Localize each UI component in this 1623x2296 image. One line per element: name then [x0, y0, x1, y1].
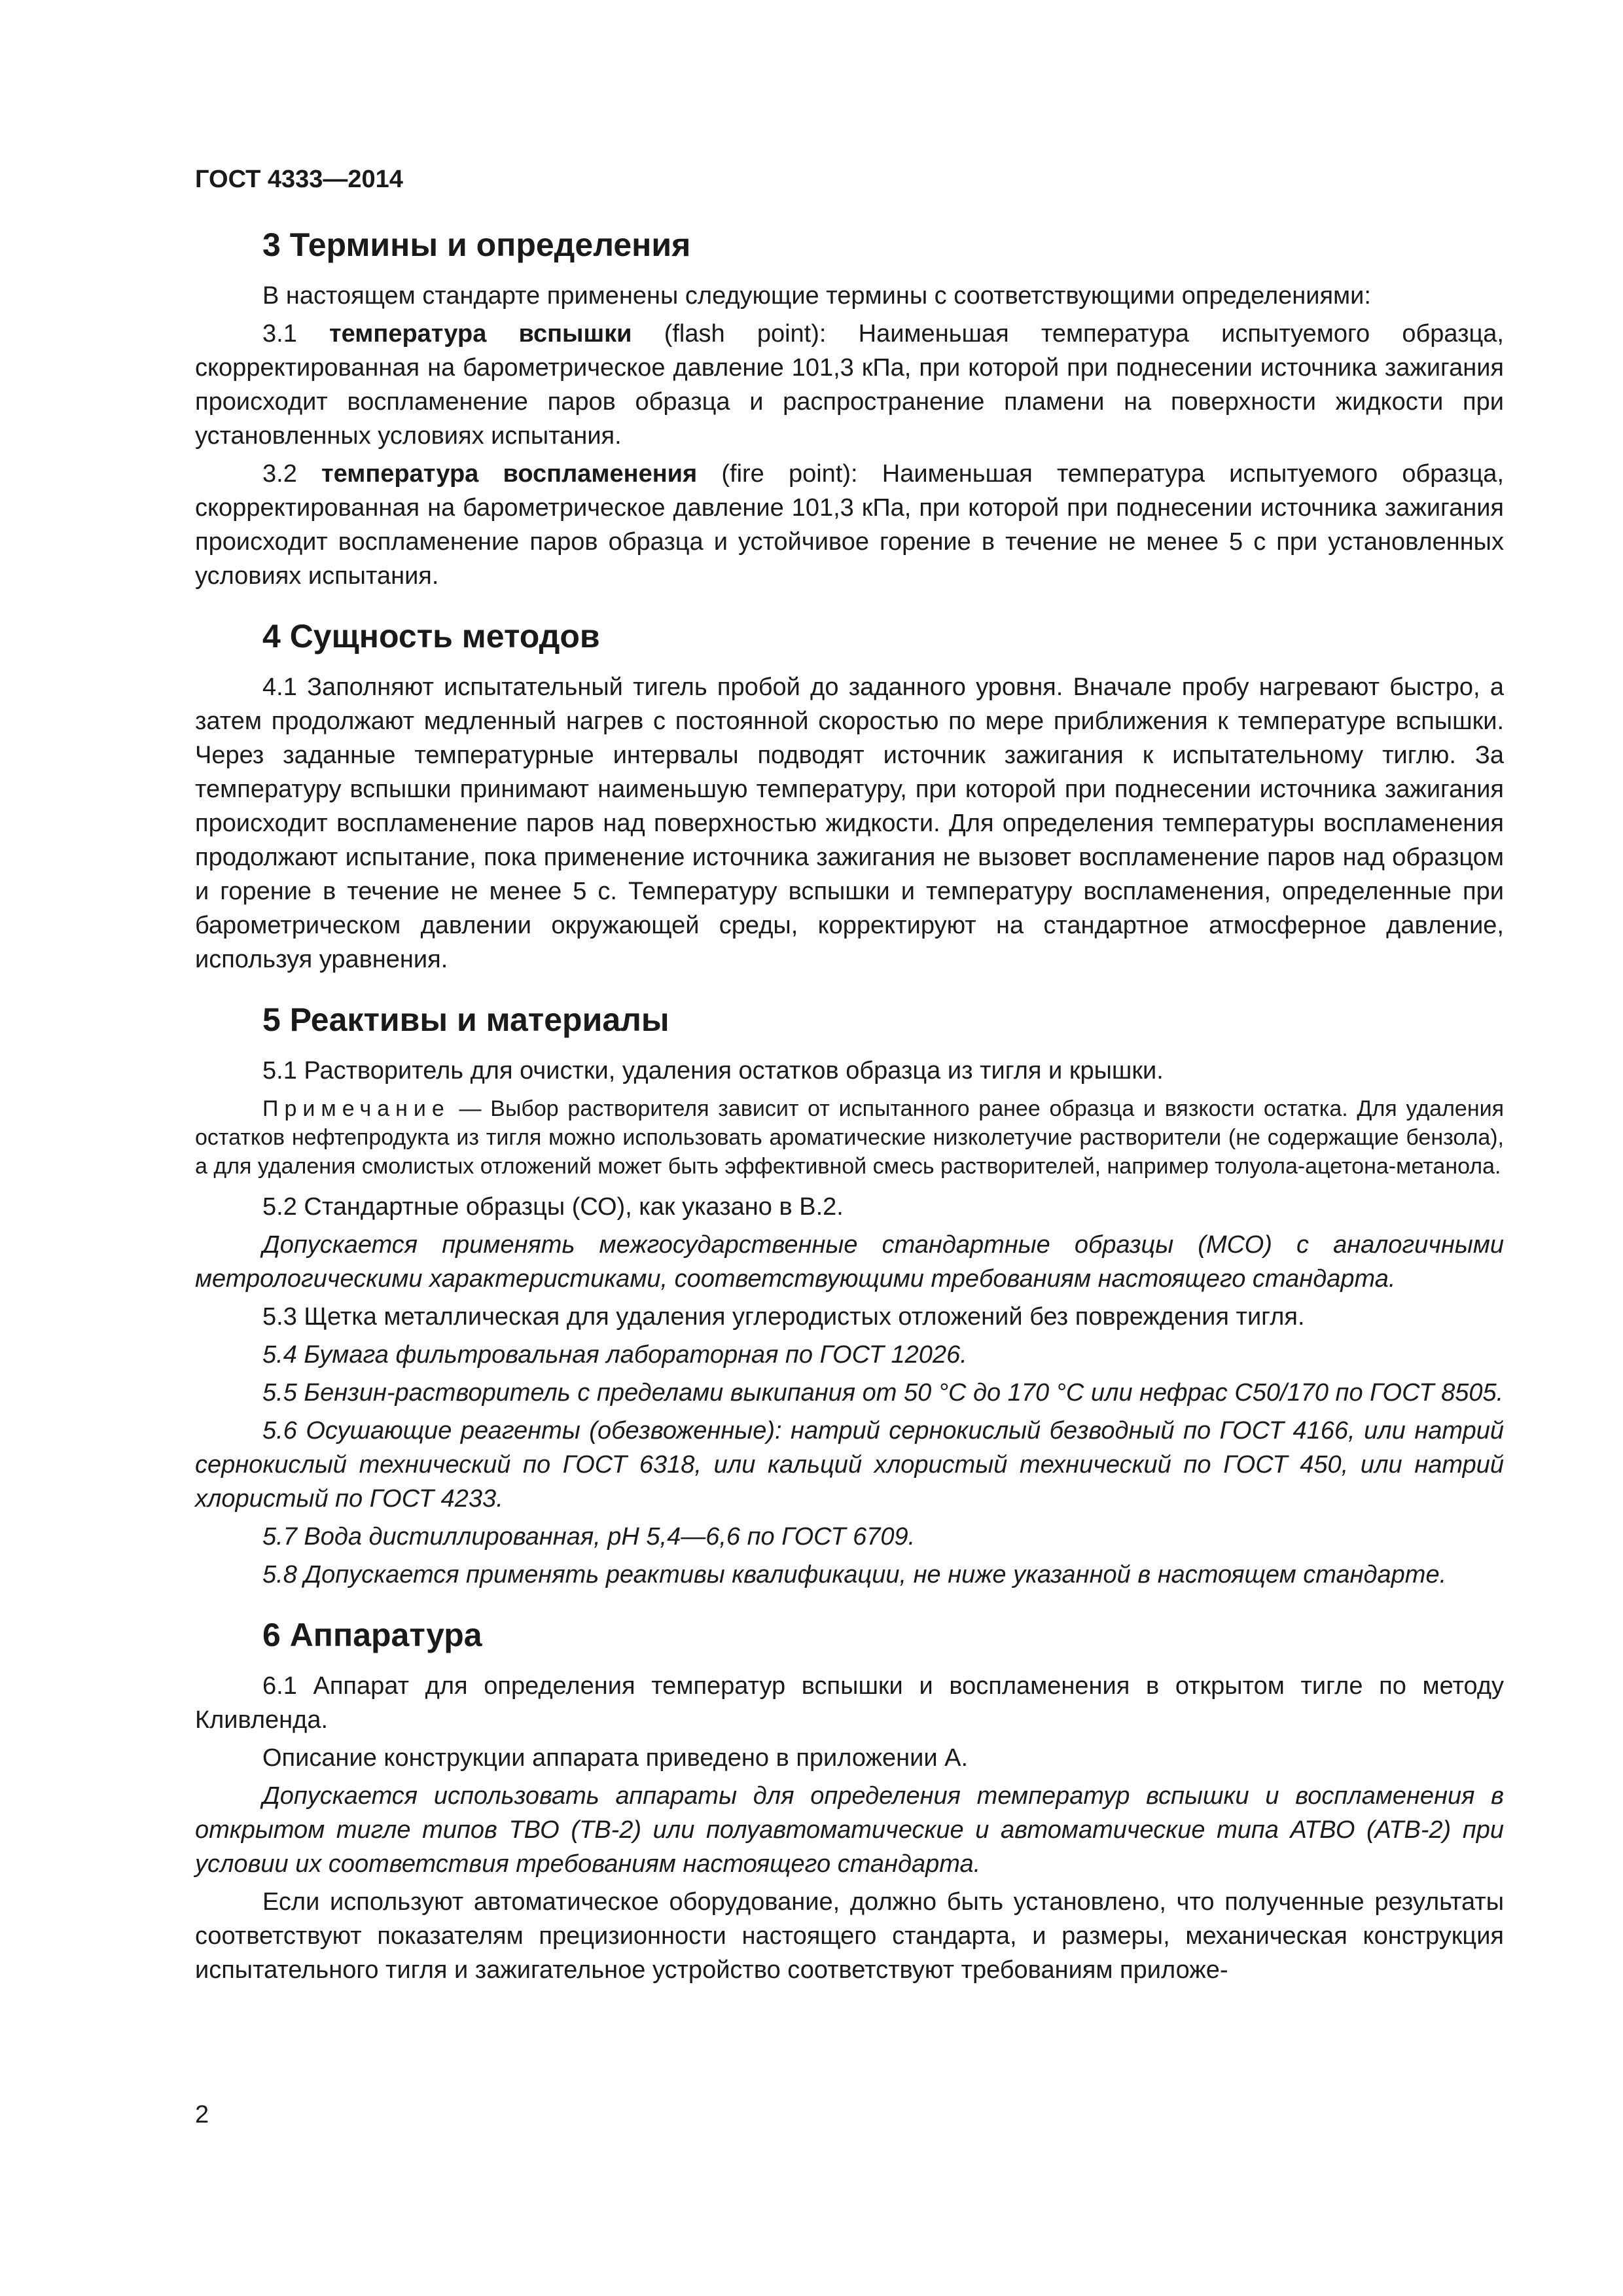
section-6 [195, 1614, 1504, 1987]
term-3-2 [195, 457, 1504, 593]
note-label: Примечание [262, 1096, 450, 1121]
paragraph-5-8: 5.8 Допускается применять реактивы квалификации, не ниже указанной в настоящем стандарте. [262, 1561, 1447, 1588]
paragraph-6-1-description: Описание конструкции аппарата приведено в приложении А. [262, 1744, 969, 1772]
section-5-title: 5 Реактивы и материалы [262, 1001, 669, 1038]
note [195, 1094, 1504, 1181]
paragraph-6-1-italic: Допускается использовать аппараты для определения температур вспышки и воспламенения в открытом тигле типов ТВО (ТВ-2) или полуавтоматические и автоматические типа АТВО (АТВ-2) при условии их соответствия требованиям настоящего стандарта. [195, 1782, 1504, 1878]
term-3-2-term: температура воспламенения [321, 460, 698, 488]
paragraph-6-1: 6.1 Аппарат для определения температур вспышки и воспламенения в открытом тигле по методу Кливленда. [195, 1672, 1504, 1734]
paragraph-6-1-automatic: Если используют автоматическое оборудование, должно быть установлено, что полученные результаты соответствуют показателям прецизионности настоящего стандарта, и размеры, механическая конструкция испытательного тигля и зажигательное устройство соответствуют требованиям приложе- [195, 1888, 1504, 1984]
section-3-intro: В настоящем стандарте применены следующие термины с соответствующими определениями: [262, 282, 1371, 310]
document-header: ГОСТ 4333—2014 [195, 166, 403, 193]
document-page [195, 162, 1504, 1991]
section-4-title: 4 Сущность методов [262, 618, 600, 655]
paragraph-5-2-italic: Допускается применять межгосударственные стандартные образцы (МСО) с аналогичными метрологическими характеристиками, соответствующими требованиям настоящего стандарта. [195, 1231, 1504, 1293]
term-3-2-number: 3.2 [262, 460, 321, 488]
paragraph-5-5: 5.5 Бензин-растворитель с пределами выкипания от 50 °С до 170 °С или нефрас С50/170 по ГОСТ 8505. [262, 1379, 1504, 1407]
term-3-1-number: 3.1 [262, 320, 330, 348]
term-3-1-term: температура вспышки [329, 320, 632, 348]
paragraph-5-7: 5.7 Вода дистиллированная, рН 5,4—6,6 по ГОСТ 6709. [262, 1523, 916, 1551]
section-3 [195, 224, 1504, 593]
paragraph-5-2: 5.2 Стандартные образцы (СО), как указано в В.2. [262, 1193, 844, 1221]
paragraph-5-3: 5.3 Щетка металлическая для удаления углеродистых отложений без повреждения тигля. [262, 1303, 1305, 1331]
term-3-1-definition: (flash point): Наименьшая температура испытуемого образца, скорректированная на барометрическое давление 101,3 кПа, при которой при поднесении источника зажигания происходит воспламенение паров образца и распространение пламени на поверхности жидкости при установленных условиях испытания. [195, 320, 1504, 450]
term-3-1 [195, 317, 1504, 453]
term-3-2-definition: (fire point): Наименьшая температура испытуемого образца, скорректированная на барометрическое давление 101,3 кПа, при которой при поднесении источника зажигания происходит воспламенение паров образца и устойчивое горение в течение не менее 5 с при установленных условиях испытания. [195, 460, 1505, 590]
paragraph-5-6: 5.6 Осушающие реагенты (обезвоженные): натрий сернокислый безводный по ГОСТ 4166, или натрий сернокислый технический по ГОСТ 6318, или кальций хлористый технический по ГОСТ 450, или натрий хлористый по ГОСТ 4233. [195, 1417, 1504, 1513]
paragraph-4-1: 4.1 Заполняют испытательный тигель пробой до заданного уровня. Вначале пробу нагревают быстро, а затем продолжают медленный нагрев с постоянной скоростью по мере приближения к температуре вспышки. Через заданные температурные интервалы подводят источник зажигания к испытательному тиглю. За температуру вспышки принимают наименьшую температуру, при которой при поднесении источника зажигания происходит воспламенение паров над поверхностью жидкости. Для определения температуры воспламенения продолжают испытание, пока применение источника зажигания не вызовет воспламенение паров над образцом и горение в течение не менее 5 с. Температуру вспышки и температуру воспламенения, определенные при барометрическом давлении окружающей среды, корректируют на стандартное атмосферное давление, используя уравнения. [195, 673, 1504, 973]
section-4 [195, 615, 1504, 977]
note-text: — Выбор растворителя зависит от испытанного ранее образца и вязкости остатка. Для удаления остатков нефтепродукта из тигля можно использовать ароматические низколетучие растворители (не содержащие бензола), а для удаления смолистых отложений может быть эффективной смесь растворителей, например толуола-ацетона-метанола. [195, 1096, 1504, 1179]
section-5 [195, 999, 1504, 1592]
paragraph-5-4: 5.4 Бумага фильтровальная лабораторная по ГОСТ 12026. [262, 1341, 967, 1369]
section-6-title: 6 Аппаратура [262, 1617, 482, 1653]
section-3-title: 3 Термины и определения [262, 226, 691, 263]
page-number: 2 [195, 2101, 209, 2128]
paragraph-5-1: 5.1 Растворитель для очистки, удаления остатков образца из тигля и крышки. [262, 1057, 1164, 1085]
